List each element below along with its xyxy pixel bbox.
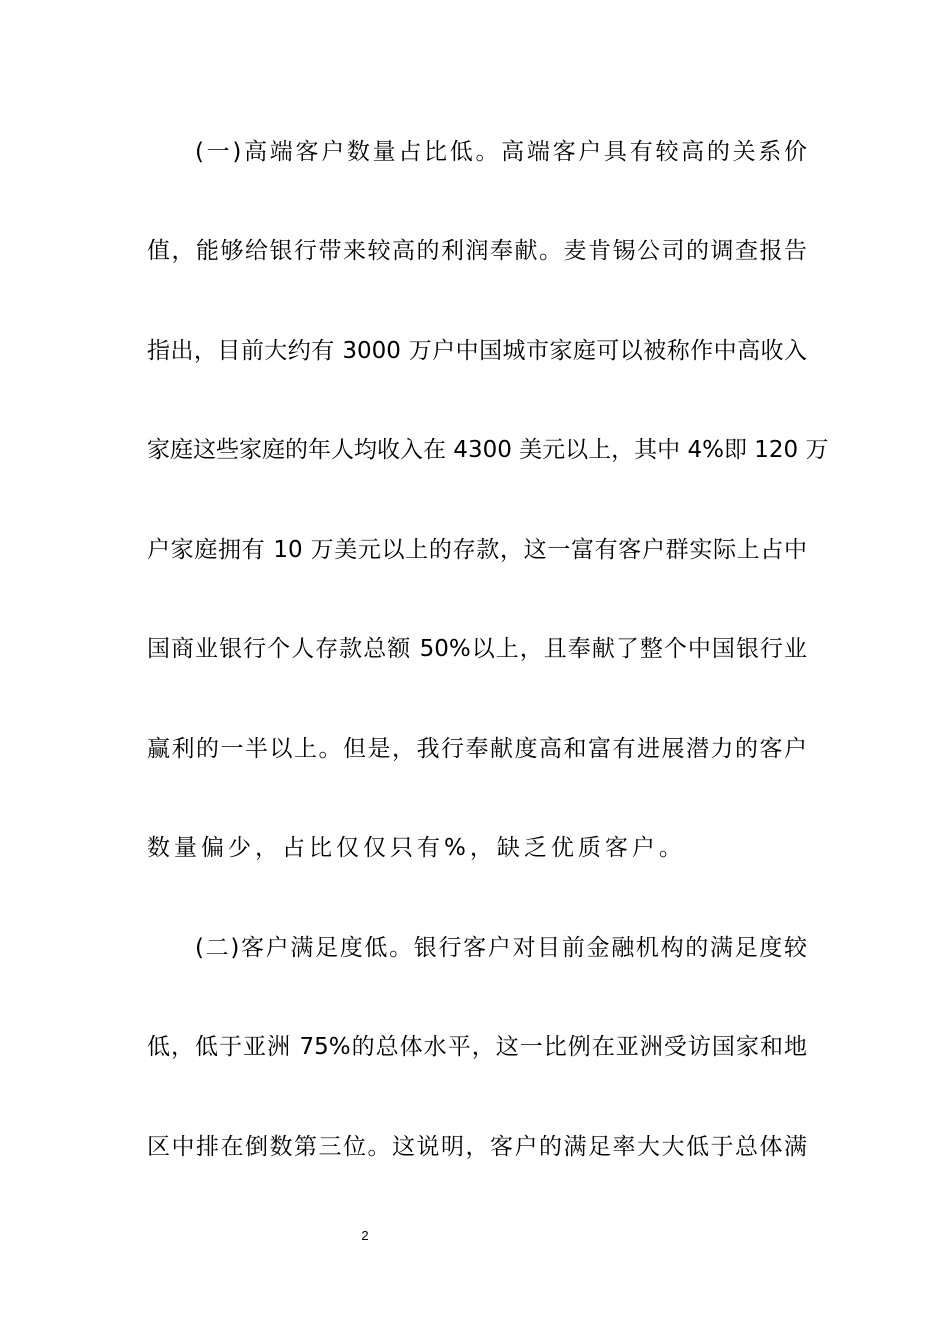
- paragraph-2-line-1: (二)客户满足度低。银行客户对目前金融机构的满足度较: [195, 935, 807, 961]
- paragraph-2-line-3: 区中排在倒数第三位。这说明，客户的满足率大大低于总体满: [147, 1134, 807, 1160]
- paragraph-1-line-2: 值，能够给银行带来较高的利润奉献。麦肯锡公司的调查报告: [147, 238, 807, 264]
- paragraph-2-line-2: 低，低于亚洲 75%的总体水平，这一比例在亚洲受访国家和地: [147, 1034, 807, 1060]
- paragraph-1-line-4: 家庭这些家庭的年人均收入在 4300 美元以上，其中 4%即 120 万: [147, 437, 829, 463]
- paragraph-1-line-8: 数量偏少，占比仅仅只有%，缺乏优质客户。: [147, 835, 686, 861]
- paragraph-1-line-5: 户家庭拥有 10 万美元以上的存款，这一富有客户群实际上占中: [147, 537, 807, 563]
- paragraph-1-line-1: (一)高端客户数量占比低。高端客户具有较高的关系价: [195, 139, 807, 165]
- paragraph-1-line-7: 赢利的一半以上。但是，我行奉献度高和富有进展潜力的客户: [147, 736, 807, 762]
- paragraph-1-line-3: 指出，目前大约有 3000 万户中国城市家庭可以被称作中高收入: [147, 338, 807, 364]
- paragraph-1-line-6: 国商业银行个人存款总额 50%以上，且奉献了整个中国银行业: [147, 636, 807, 662]
- page-number: 2: [361, 1228, 369, 1243]
